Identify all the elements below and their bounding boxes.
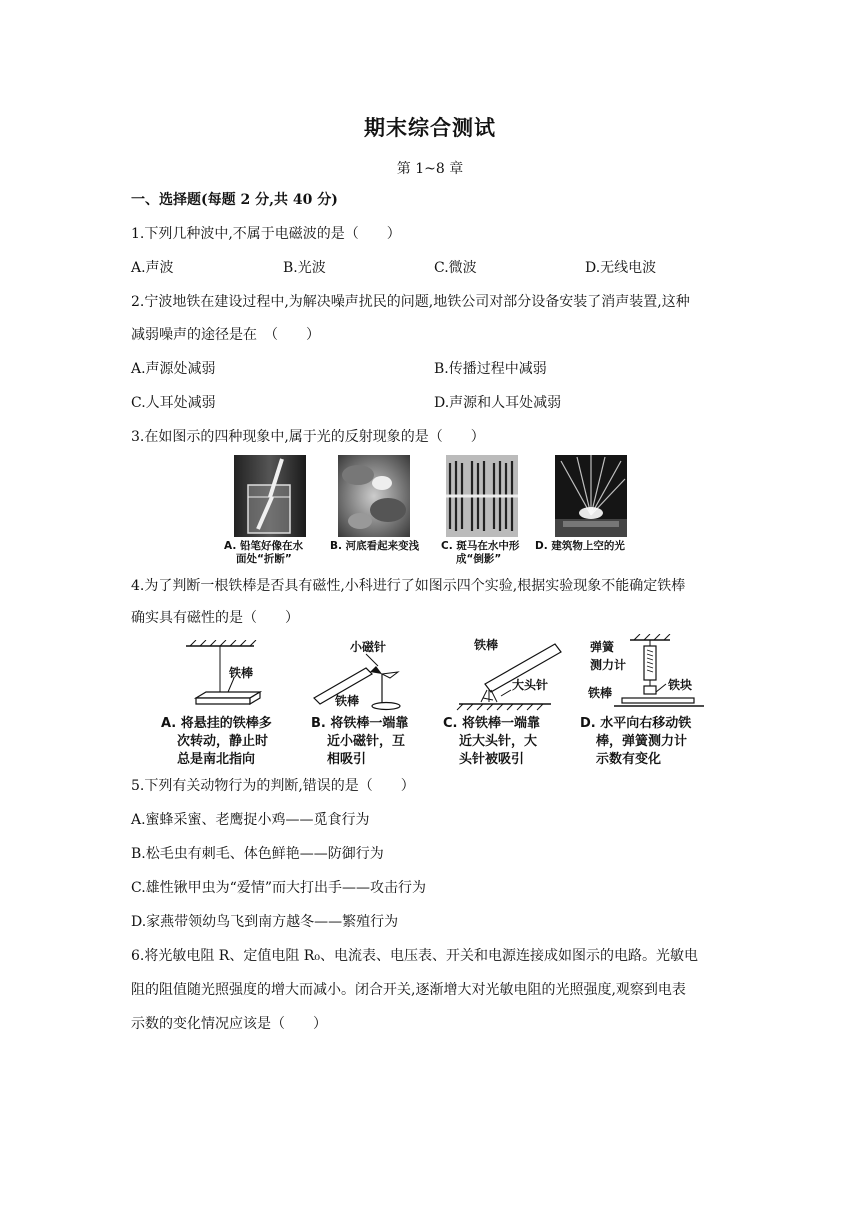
q5-option-c: C.雄性锹甲虫为“爱情”而大打出手——攻击行为 <box>131 880 426 896</box>
q1-option-a: A.声波 <box>131 260 174 276</box>
diagram-a-caption-2: 次转动，静止时 <box>177 734 269 749</box>
page-subtitle: 第 1~8 章 <box>396 161 464 177</box>
compass-needle-diagram <box>310 648 420 712</box>
diagram-c-label-iron-bar: 铁棒 <box>474 638 499 652</box>
diagram-d-label-iron-bar: 铁棒 <box>588 686 613 700</box>
question-5-stem: 5.下列有关动物行为的判断,错误的是（ ） <box>131 778 415 794</box>
diagram-a-caption-1: A. 将悬挂的铁棒多 <box>161 716 272 731</box>
q1-option-c: C.微波 <box>434 260 477 276</box>
q2-option-a: A.声源处减弱 <box>131 361 216 377</box>
diagram-d-caption-2: 棒，弹簧测力计 <box>596 734 688 749</box>
q2-option-c: C.人耳处减弱 <box>131 395 216 411</box>
diagram-b-label-needle: 小磁针 <box>350 640 387 654</box>
photo-a-caption-1: A. 铅笔好像在水 <box>224 540 303 552</box>
diagram-d-caption-3: 示数有变化 <box>596 752 662 767</box>
diagram-b-caption-1: B. 将铁棒一端靠 <box>311 716 409 731</box>
diagram-d-label-scale: 测力计 <box>590 658 627 672</box>
diagram-b-label-iron-bar: 铁棒 <box>335 694 360 708</box>
question-4-stem-line1: 4.为了判断一根铁棒是否具有磁性,小科进行了如图示四个实验,根据实验现象不能确定铁棒 <box>131 578 686 594</box>
question-1-stem: 1.下列几种波中,不属于电磁波的是（ ） <box>131 226 401 242</box>
section-heading: 一、选择题(每题 2 分,共 40 分) <box>131 192 338 208</box>
question-6-stem-line2: 阻的阻值随光照强度的增大而减小。闭合开关,逐渐增大对光敏电阻的光照强度,观察到电表 <box>131 982 686 998</box>
diagram-c-caption-2: 近大头针，大 <box>459 734 538 749</box>
diagram-d-caption-1: D. 水平向右移动铁 <box>580 716 692 731</box>
q2-option-b: B.传播过程中减弱 <box>434 361 547 377</box>
q1-option-d: D.无线电波 <box>585 260 657 276</box>
q5-option-a: A.蜜蜂采蜜、老鹰捉小鸡——觅食行为 <box>131 812 370 828</box>
diagram-a-label-iron-bar: 铁棒 <box>229 666 254 680</box>
q1-option-b: B.光波 <box>283 260 326 276</box>
question-2-stem-line2: 减弱噪声的途径是在 （ ） <box>131 327 320 343</box>
diagram-c-label-pins: 大头针 <box>512 678 549 692</box>
photo-c-caption-1: C. 斑马在水中形 <box>441 540 520 552</box>
q5-option-d: D.家燕带领幼鸟飞到南方越冬——繁殖行为 <box>131 914 399 930</box>
diagram-c-caption-3: 头针被吸引 <box>459 752 525 767</box>
diagram-d-label-spring: 弹簧 <box>590 640 615 654</box>
page-title: 期末综合测试 <box>364 116 496 140</box>
diagram-c-caption-1: C. 将铁棒一端靠 <box>443 716 541 731</box>
diagram-b-caption-3: 相吸引 <box>327 752 367 767</box>
question-3-stem: 3.在如图示的四种现象中,属于光的反射现象的是（ ） <box>131 429 485 445</box>
diagram-a-caption-3: 总是南北指向 <box>177 752 256 767</box>
riverbed-photo <box>338 455 410 537</box>
photo-a-caption-2: 面处“折断” <box>236 553 292 565</box>
photo-b-caption: B. 河底看起来变浅 <box>330 540 420 552</box>
diagram-d-label-iron-block: 铁块 <box>668 678 693 692</box>
question-4-stem-line2: 确实具有磁性的是（ ） <box>131 610 299 626</box>
diagram-b-caption-2: 近小磁针，互 <box>327 734 406 749</box>
question-6-stem-line3: 示数的变化情况应该是（ ） <box>131 1016 327 1032</box>
photo-c-caption-2: 成“倒影” <box>456 553 502 565</box>
question-6-stem-line1: 6.将光敏电阻 R、定值电阻 R₀、电流表、电压表、开关和电源连接成如图示的电路。光敏电 <box>131 948 698 964</box>
zebra-reflection-photo <box>446 455 518 537</box>
q2-option-d: D.声源和人耳处减弱 <box>434 395 562 411</box>
q5-option-b: B.松毛虫有刺毛、体色鲜艳——防御行为 <box>131 846 384 862</box>
photo-d-caption: D. 建筑物上空的光 <box>535 540 625 552</box>
building-light-photo <box>555 455 627 537</box>
pencil-in-water-photo <box>234 455 306 537</box>
question-2-stem-line1: 2.宁波地铁在建设过程中,为解决噪声扰民的问题,地铁公司对部分设备安装了消声装置,这种 <box>131 294 690 310</box>
